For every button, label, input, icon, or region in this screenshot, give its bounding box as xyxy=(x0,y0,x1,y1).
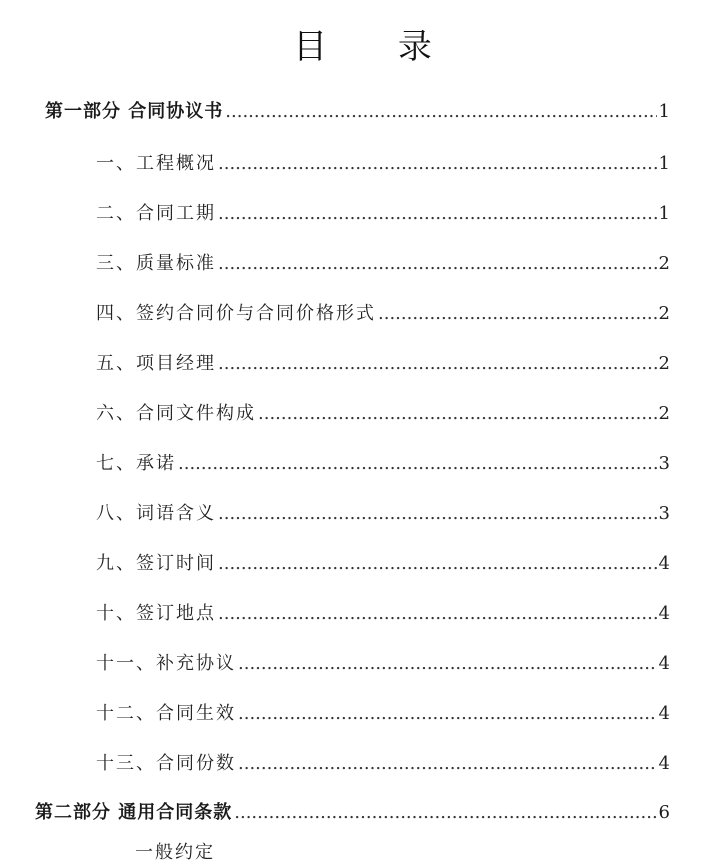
toc-title: 目 录 xyxy=(293,27,462,67)
toc-item-label: 十、签订地点 xyxy=(96,603,216,624)
dot-leader xyxy=(218,549,657,579)
toc-item[interactable] xyxy=(96,649,670,679)
toc-part-2-page: 6 xyxy=(658,802,670,823)
dot-leader xyxy=(218,249,657,279)
toc-part-2-label: 第二部分 通用合同条款 xyxy=(35,802,233,823)
toc-item-page: 3 xyxy=(658,503,670,524)
dot-leader xyxy=(218,349,657,379)
toc-item[interactable] xyxy=(96,549,670,579)
toc-item-label: 七、承诺 xyxy=(96,453,176,474)
toc-item[interactable] xyxy=(96,599,670,629)
toc-item-label: 十三、合同份数 xyxy=(96,753,236,774)
toc-item-label: 十一、补充协议 xyxy=(96,653,236,674)
toc-item[interactable] xyxy=(96,199,670,229)
toc-item[interactable] xyxy=(96,149,670,179)
toc-item-page: 2 xyxy=(658,253,670,274)
toc-item-page: 2 xyxy=(658,353,670,374)
toc-item-page: 1 xyxy=(658,153,670,174)
toc-item-label: 四、签约合同价与合同价格形式 xyxy=(96,303,376,324)
dot-leader xyxy=(218,499,657,529)
toc-item-page: 1 xyxy=(658,203,670,224)
toc-item[interactable] xyxy=(96,699,670,729)
toc-item-page: 2 xyxy=(658,303,670,324)
toc-item-label: 六、合同文件构成 xyxy=(96,403,256,424)
toc-item-page: 4 xyxy=(658,603,670,624)
dot-leader xyxy=(238,699,657,729)
toc-item-clipped[interactable]: 一般约定 xyxy=(135,842,215,863)
toc-item-page: 2 xyxy=(658,403,670,424)
toc-item-label: 十二、合同生效 xyxy=(96,703,236,724)
toc-item-page: 4 xyxy=(658,653,670,674)
toc-item-label: 三、质量标准 xyxy=(96,253,216,274)
toc-item-page: 3 xyxy=(658,453,670,474)
toc-item[interactable] xyxy=(96,399,670,429)
toc-item-label: 二、合同工期 xyxy=(96,203,216,224)
toc-item-label: 八、词语含义 xyxy=(96,503,216,524)
dot-leader xyxy=(238,749,657,779)
dot-leader xyxy=(258,399,657,429)
toc-item-label: 五、项目经理 xyxy=(96,353,216,374)
dot-leader xyxy=(218,599,657,629)
dot-leader xyxy=(234,798,656,828)
toc-item[interactable] xyxy=(96,449,670,479)
dot-leader xyxy=(218,149,657,179)
toc-item[interactable] xyxy=(96,749,670,779)
toc-item-page: 4 xyxy=(658,553,670,574)
toc-part-1[interactable] xyxy=(45,97,670,127)
toc-item[interactable] xyxy=(96,299,670,329)
toc-part-1-page: 1 xyxy=(658,101,670,122)
dot-leader xyxy=(178,449,657,479)
toc-item-page: 4 xyxy=(658,753,670,774)
toc-item[interactable] xyxy=(96,249,670,279)
dot-leader xyxy=(238,649,657,679)
toc-item[interactable] xyxy=(96,499,670,529)
toc-part-1-label: 第一部分 合同协议书 xyxy=(45,101,224,122)
toc-item-page: 4 xyxy=(658,703,670,724)
dot-leader xyxy=(378,299,657,329)
toc-item[interactable] xyxy=(96,349,670,379)
toc-part-2[interactable] xyxy=(35,798,670,828)
toc-item-label: 一、工程概况 xyxy=(96,153,216,174)
toc-item-label: 九、签订时间 xyxy=(96,553,216,574)
dot-leader xyxy=(218,199,657,229)
dot-leader xyxy=(225,97,656,127)
